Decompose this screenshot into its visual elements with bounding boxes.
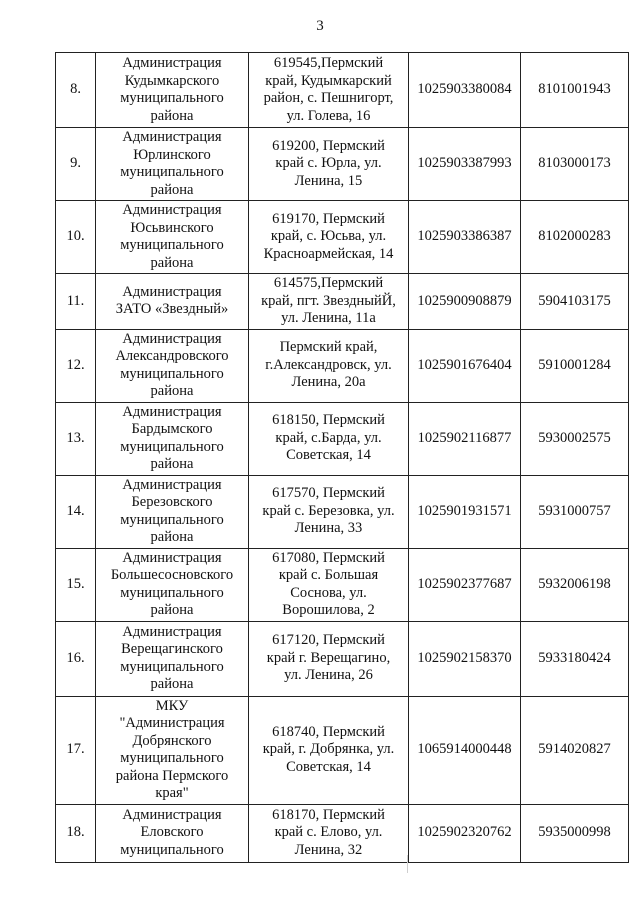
table-row (56, 128, 629, 201)
inn-number: 5930002575 (521, 402, 629, 475)
inn-number: 8102000283 (521, 201, 629, 274)
organization-name: Администрация Бардымского муниципального района (96, 402, 249, 475)
organization-address: 617080, Пермский край с. Большая Соснова, ул. Ворошилова, 2 (249, 548, 409, 621)
table-row (56, 475, 629, 548)
table-row (56, 402, 629, 475)
inn-number: 5935000998 (521, 804, 629, 862)
table-row (56, 804, 629, 862)
ogrn-number: 1025901931571 (409, 475, 521, 548)
row-number: 12. (56, 329, 96, 402)
inn-number: 8101001943 (521, 53, 629, 128)
ogrn-number: 1025902320762 (409, 804, 521, 862)
ogrn-number: 1025902158370 (409, 621, 521, 696)
row-number: 17. (56, 696, 96, 804)
table-row (56, 201, 629, 274)
ogrn-number: 1025900908879 (409, 274, 521, 330)
organization-name: Администрация Александровского муниципального района (96, 329, 249, 402)
organization-name: Администрация Кудымкарского муниципального района (96, 53, 249, 128)
organization-address: 618740, Пермский край, г. Добрянка, ул. Советская, 14 (249, 696, 409, 804)
table-row (56, 329, 629, 402)
inn-number: 5910001284 (521, 329, 629, 402)
ogrn-number: 1025902116877 (409, 402, 521, 475)
row-number: 14. (56, 475, 96, 548)
inn-number: 5933180424 (521, 621, 629, 696)
organization-address: 618150, Пермский край, с.Барда, ул. Советская, 14 (249, 402, 409, 475)
row-number: 11. (56, 274, 96, 330)
organization-address: 617570, Пермский край с. Березовка, ул. Ленина, 33 (249, 475, 409, 548)
row-number: 18. (56, 804, 96, 862)
organization-address: 614575,Пермский край, пгт. ЗвездныйЙ, ул. Ленина, 11а (249, 274, 409, 330)
organization-name: Администрация Большесосновского муниципального района (96, 548, 249, 621)
ogrn-number: 1025901676404 (409, 329, 521, 402)
ogrn-number: 1025902377687 (409, 548, 521, 621)
organization-address: Пермский край, г.Александровск, ул. Ленина, 20а (249, 329, 409, 402)
ogrn-number: 1025903380084 (409, 53, 521, 128)
organization-name: Администрация Верещагинского муниципального района (96, 621, 249, 696)
table-row (56, 274, 629, 330)
organization-name: Администрация Березовского муниципального района (96, 475, 249, 548)
ogrn-number: 1065914000448 (409, 696, 521, 804)
organization-name: Администрация Юсьвинского муниципального района (96, 201, 249, 274)
row-number: 16. (56, 621, 96, 696)
organization-name: МКУ "Администрация Добрянского муниципального района Пермского края" (96, 696, 249, 804)
row-number: 8. (56, 53, 96, 128)
organization-address: 619170, Пермский край, с. Юсьва, ул. Красноармейская, 14 (249, 201, 409, 274)
organization-address: 618170, Пермский край с. Елово, ул. Ленина, 32 (249, 804, 409, 862)
row-number: 10. (56, 201, 96, 274)
inn-number: 5914020827 (521, 696, 629, 804)
table-row (56, 696, 629, 804)
organization-address: 617120, Пермский край г. Верещагино, ул. Ленина, 26 (249, 621, 409, 696)
inn-number: 8103000173 (521, 128, 629, 201)
organization-address: 619200, Пермский край с. Юрла, ул. Ленина, 15 (249, 128, 409, 201)
row-number: 15. (56, 548, 96, 621)
organization-name: Администрация ЗАТО «Звездный» (96, 274, 249, 330)
row-number: 9. (56, 128, 96, 201)
organization-name: Администрация Еловского муниципального (96, 804, 249, 862)
table-row (56, 548, 629, 621)
organization-address: 619545,Пермский край, Кудымкарский район, с. Пешнигорт, ул. Голева, 16 (249, 53, 409, 128)
organization-name: Администрация Юрлинского муниципального района (96, 128, 249, 201)
scan-artifact (407, 855, 408, 873)
ogrn-number: 1025903387993 (409, 128, 521, 201)
ogrn-number: 1025903386387 (409, 201, 521, 274)
inn-number: 5932006198 (521, 548, 629, 621)
inn-number: 5904103175 (521, 274, 629, 330)
page-number: 3 (316, 18, 324, 34)
table-row (56, 621, 629, 696)
row-number: 13. (56, 402, 96, 475)
table-row (56, 53, 629, 128)
table-body (56, 53, 629, 863)
administrations-table (55, 52, 629, 863)
inn-number: 5931000757 (521, 475, 629, 548)
